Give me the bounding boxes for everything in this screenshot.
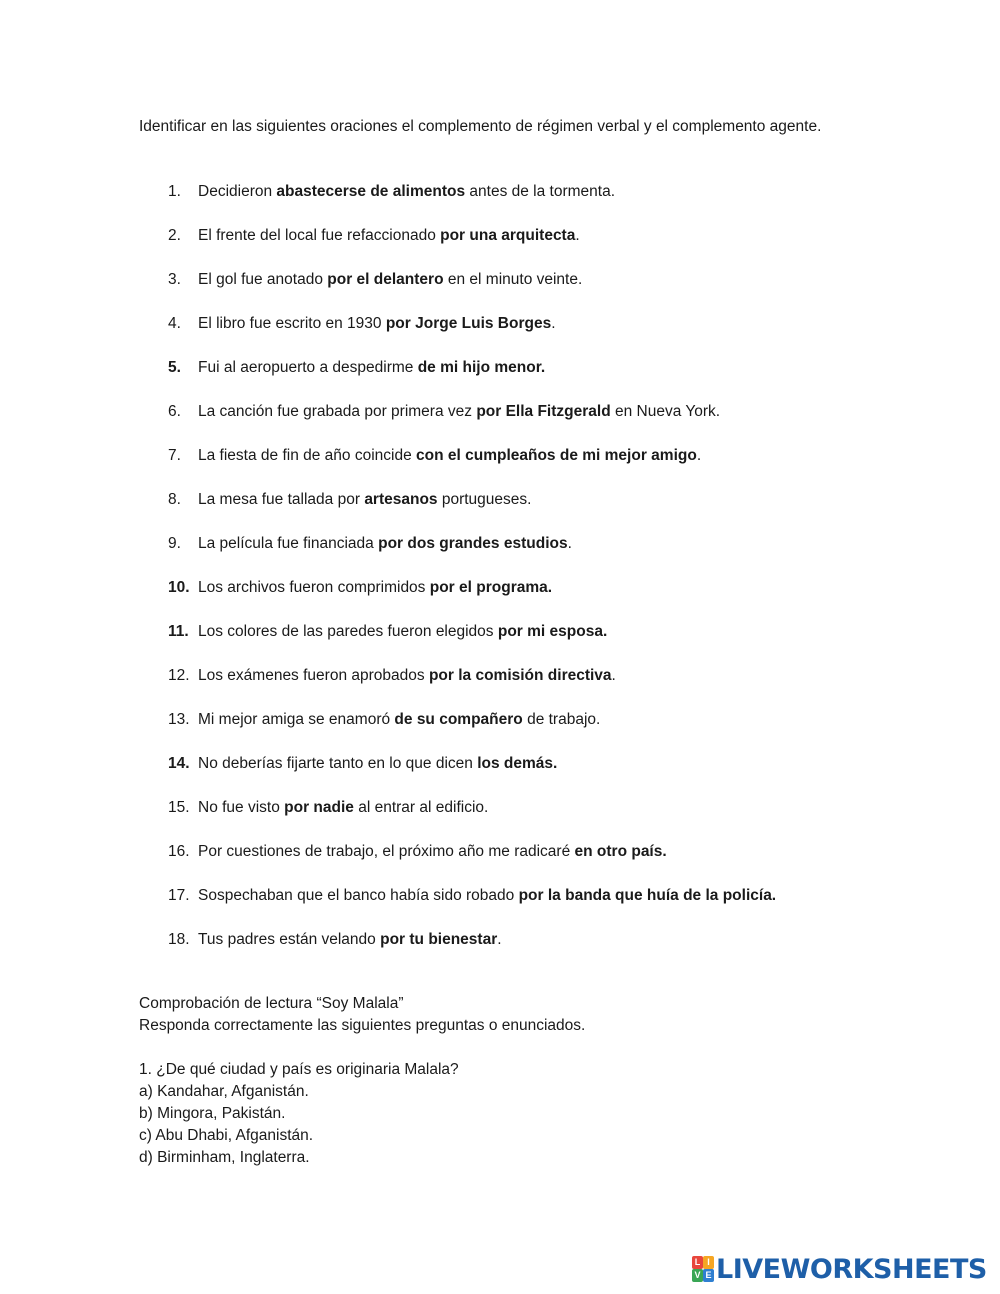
item-number: 5. [168, 359, 181, 376]
sentence-pre: Mi mejor amiga se enamoró [198, 711, 395, 728]
sentence-post: en Nueva York. [610, 403, 721, 420]
item-number: 17. [168, 887, 190, 904]
sentence-post: . [696, 447, 702, 464]
logo-badge-icon [692, 1256, 714, 1282]
highlighted-complement: por Ella Fitzgerald [476, 403, 611, 420]
item-number: 4. [168, 315, 181, 332]
sentence-item [139, 709, 899, 753]
sentence-list [139, 181, 899, 973]
item-number: 8. [168, 491, 181, 508]
sentence-post: antes de la tormenta. [465, 183, 616, 200]
sentence-post: . [575, 227, 580, 244]
section-title: Comprobación de lectura “Soy Malala” [139, 995, 404, 1012]
item-number: 18. [168, 931, 190, 948]
sentence-item [139, 885, 899, 929]
answer-option[interactable]: a) Kandahar, Afganistán. [139, 1083, 309, 1100]
sentence-text [198, 885, 776, 907]
sentence-item [139, 313, 899, 357]
highlighted-complement: por mi esposa. [497, 623, 608, 640]
sentence-text [198, 269, 582, 291]
sentence-pre: La canción fue grabada por primera vez [198, 403, 477, 420]
sentence-text [198, 797, 488, 819]
sentence-pre: Decidieron [198, 183, 277, 200]
sentence-text [198, 709, 600, 731]
sentence-item [139, 797, 899, 841]
highlighted-complement: por dos grandes estudios [378, 535, 568, 552]
sentence-text [198, 445, 701, 467]
sentence-text [198, 225, 580, 247]
sentence-text [198, 489, 531, 511]
question-prompt: 1. ¿De qué ciudad y país es originaria Malala? [139, 1061, 459, 1078]
highlighted-complement: abastecerse de alimentos [276, 183, 466, 200]
sentence-item [139, 181, 899, 225]
sentence-pre: Los colores de las paredes fueron elegidos [198, 623, 498, 640]
sentence-item [139, 445, 899, 489]
item-number: 14. [168, 755, 190, 772]
sentence-item [139, 665, 899, 709]
sentence-pre: La fiesta de fin de año coincide [198, 447, 417, 464]
sentence-text [198, 929, 502, 951]
sentence-item [139, 225, 899, 269]
item-number: 15. [168, 799, 190, 816]
reading-check-section [139, 993, 839, 1037]
sentence-post: . [611, 667, 616, 684]
sentence-pre: Fui al aeropuerto a despedirme [198, 359, 418, 376]
sentence-text [198, 181, 615, 203]
highlighted-complement: por nadie [284, 799, 354, 816]
highlighted-complement: por el delantero [327, 271, 444, 288]
item-number: 12. [168, 667, 190, 684]
item-number: 6. [168, 403, 181, 420]
logo-badge-letter: V [692, 1269, 703, 1282]
answer-option[interactable]: c) Abu Dhabi, Afganistán. [139, 1127, 314, 1144]
highlighted-complement: por tu bienestar [380, 931, 498, 948]
sentence-text [198, 533, 572, 555]
sentence-text [198, 577, 552, 599]
sentence-pre: Los exámenes fueron aprobados [198, 667, 429, 684]
sentence-text [198, 401, 720, 423]
sentence-post: . [497, 931, 502, 948]
sentence-post: al entrar al edificio. [353, 799, 489, 816]
sentence-item [139, 489, 899, 533]
sentence-pre: El gol fue anotado [198, 271, 328, 288]
highlighted-complement: de su compañero [394, 711, 523, 728]
sentence-text [198, 753, 557, 775]
sentence-pre: El libro fue escrito en 1930 [198, 315, 386, 332]
sentence-text [198, 313, 556, 335]
sentence-post: en el minuto veinte. [443, 271, 583, 288]
sentence-post: portugueses. [437, 491, 532, 508]
question-1 [139, 1059, 839, 1169]
liveworksheets-logo [692, 1254, 987, 1284]
highlighted-complement: de mi hijo menor. [417, 359, 546, 376]
sentence-item [139, 533, 899, 577]
sentence-pre: Los archivos fueron comprimidos [198, 579, 430, 596]
sentence-pre: Tus padres están velando [198, 931, 381, 948]
item-number: 16. [168, 843, 190, 860]
sentence-pre: Por cuestiones de trabajo, el próximo año me radicaré [198, 843, 575, 860]
logo-badge-letter: E [703, 1269, 714, 1282]
sentence-item [139, 929, 899, 973]
highlighted-complement: por Jorge Luis Borges [385, 315, 552, 332]
instructions-text: Identificar en las siguientes oraciones el complemento de régimen verbal y el complemento agente. [139, 118, 822, 135]
logo-badge-letter: L [692, 1256, 703, 1269]
sentence-text [198, 621, 607, 643]
item-number: 9. [168, 535, 181, 552]
highlighted-complement: por la banda que huía de la policía. [518, 887, 777, 904]
sentence-pre: La mesa fue tallada por [198, 491, 365, 508]
sentence-post: de trabajo. [522, 711, 601, 728]
sentence-item [139, 841, 899, 885]
highlighted-complement: por el programa. [429, 579, 553, 596]
highlighted-complement: por una arquitecta [440, 227, 576, 244]
sentence-item [139, 401, 899, 445]
sentence-pre: No fue visto [198, 799, 285, 816]
item-number: 11. [168, 623, 189, 640]
sentence-text [198, 357, 545, 379]
sentence-text [198, 665, 616, 687]
item-number: 1. [168, 183, 181, 200]
item-number: 10. [168, 579, 190, 596]
sentence-pre: El frente del local fue refaccionado [198, 227, 441, 244]
answer-option[interactable]: d) Birminham, Inglaterra. [139, 1149, 310, 1166]
sentence-pre: No deberías fijarte tanto en lo que dicen [198, 755, 478, 772]
highlighted-complement: los demás. [477, 755, 558, 772]
sentence-post: . [567, 535, 572, 552]
item-number: 3. [168, 271, 181, 288]
logo-text: LIVEWORKSHEETS [716, 1253, 987, 1285]
sentence-item [139, 621, 899, 665]
item-number: 2. [168, 227, 181, 244]
sentence-item [139, 357, 899, 401]
sentence-item [139, 269, 899, 313]
section-instruction: Responda correctamente las siguientes preguntas o enunciados. [139, 1017, 586, 1034]
logo-badge-letter: I [703, 1256, 714, 1269]
highlighted-complement: artesanos [364, 491, 438, 508]
sentence-item [139, 753, 899, 797]
sentence-post: . [551, 315, 556, 332]
answer-option[interactable]: b) Mingora, Pakistán. [139, 1105, 286, 1122]
item-number: 13. [168, 711, 190, 728]
highlighted-complement: en otro país. [574, 843, 667, 860]
highlighted-complement: con el cumpleaños de mi mejor amigo [416, 447, 697, 464]
sentence-item [139, 577, 899, 621]
sentence-text [198, 841, 667, 863]
sentence-pre: Sospechaban que el banco había sido robado [198, 887, 519, 904]
highlighted-complement: por la comisión directiva [428, 667, 612, 684]
sentence-pre: La película fue financiada [198, 535, 379, 552]
item-number: 7. [168, 447, 181, 464]
